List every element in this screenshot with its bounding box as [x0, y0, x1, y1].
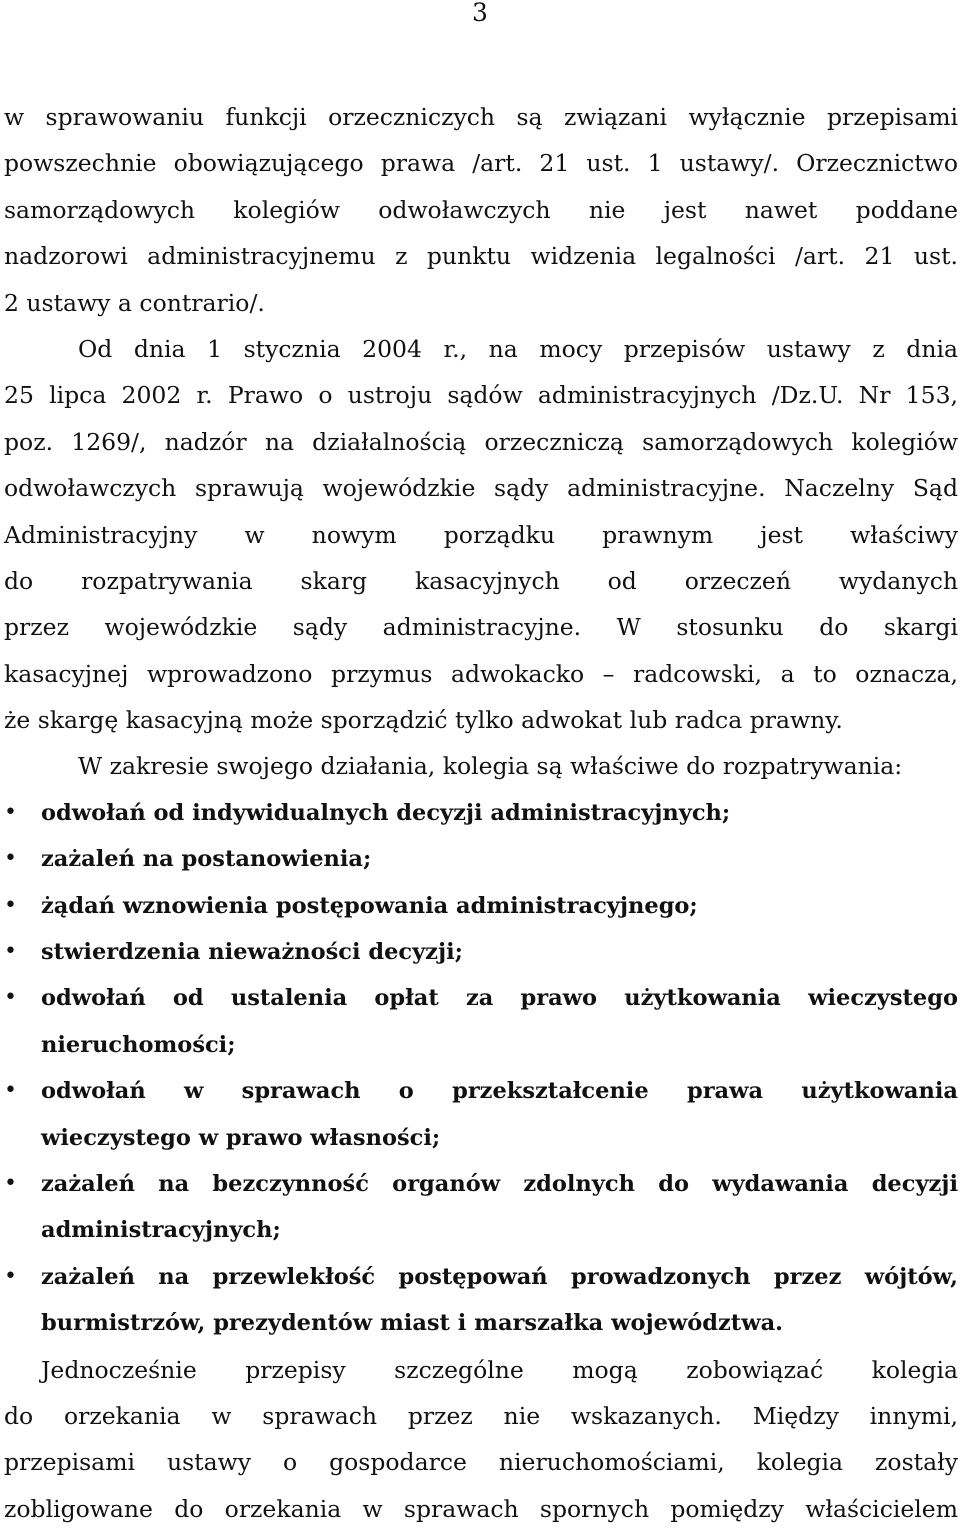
list-item [4, 883, 958, 929]
paragraph-1 [4, 94, 958, 326]
bullet-icon: • [4, 1078, 17, 1104]
text-line: Od dnia 1 stycznia 2004 r., na mocy przepisów ustawy z dnia [78, 334, 958, 363]
text-line: Jednocześnie przepisy szczególne mogą zobowiązać kolegia [41, 1355, 958, 1384]
text-line: do orzekania w sprawach przez nie wskazanych. Między innymi, [4, 1401, 958, 1430]
bullet-icon: • [4, 846, 17, 872]
bullet-icon: • [4, 892, 17, 918]
list-item-text: odwołań od ustalenia opłat za prawo użytkowania wieczystego [41, 985, 958, 1012]
list-item-text: zażaleń na przewlekłość postępowań prowadzonych przez wójtów, [41, 1263, 958, 1290]
list-item [4, 790, 958, 836]
text-line: Administracyjny w nowym porządku prawnym jest właściwy [4, 520, 958, 549]
text-line: poz. 1269/, nadzór na działalnością orzeczniczą samorządowych kolegiów [4, 427, 958, 456]
competence-list [4, 790, 958, 1347]
paragraph-2 [4, 326, 958, 744]
list-item-text: zażaleń na postanowienia; [41, 846, 372, 873]
list-item [4, 1161, 958, 1254]
text-line: do rozpatrywania skarg kasacyjnych od orzeczeń wydanych [4, 566, 958, 595]
page-number: 3 [472, 0, 488, 27]
bullet-icon: • [4, 1263, 17, 1289]
list-item [4, 929, 958, 975]
list-item-text: zażaleń na bezczynność organów zdolnych do wydawania decyzji [41, 1170, 958, 1197]
list-item [4, 836, 958, 882]
text-line: powszechnie obowiązującego prawa /art. 21 ust. 1 ustawy/. Orzecznictwo [4, 149, 958, 178]
bullet-icon: • [4, 985, 17, 1011]
list-item [4, 975, 958, 1068]
bullet-icon: • [4, 939, 17, 965]
list-item [4, 1068, 958, 1161]
text-line: przez wojewódzkie sądy administracyjne. W stosunku do skargi [4, 613, 958, 642]
list-item-text: nieruchomości; [41, 1031, 236, 1058]
text-line: samorządowych kolegiów odwoławczych nie jest nawet poddane [4, 195, 958, 224]
text-line: zobligowane do orzekania w sprawach spornych pomiędzy właścicielem [4, 1494, 958, 1523]
text-line: przepisami ustawy o gospodarce nieruchomościami, kolegia zostały [4, 1448, 958, 1477]
list-item-text: odwołań od indywidualnych decyzji administracyjnych; [41, 799, 731, 826]
bullet-icon: • [4, 799, 17, 825]
text-line: nadzorowi administracyjnemu z punktu widzenia legalności /art. 21 ust. [4, 242, 958, 271]
text-line: 2 ustawy a contrario/. [4, 288, 265, 317]
paragraph-4 [4, 1347, 958, 1533]
text-line: w sprawowaniu funkcji orzeczniczych są związani wyłącznie przepisami [4, 103, 958, 131]
document-body [4, 94, 958, 1532]
bullet-icon: • [4, 1170, 17, 1196]
text-line: kasacyjnej wprowadzono przymus adwokacko – radcowski, a to oznacza, [4, 659, 958, 688]
list-item-text: administracyjnych; [41, 1217, 281, 1244]
list-item-text: żądań wznowienia postępowania administracyjnego; [41, 892, 698, 919]
paragraph-3-intro: W zakresie swojego działania, kolegia są właściwe do rozpatrywania: [78, 752, 903, 781]
text-line: że skargę kasacyjną może sporządzić tylko adwokat lub radca prawny. [4, 706, 843, 735]
list-item-text: stwierdzenia nieważności decyzji; [41, 939, 463, 966]
list-item-text: wieczystego w prawo własności; [41, 1124, 441, 1151]
text-line: 25 lipca 2002 r. Prawo o ustroju sądów administracyjnych /Dz.U. Nr 153, [4, 381, 958, 410]
list-item [4, 1254, 958, 1347]
list-item-text: burmistrzów, prezydentów miast i marszałka województwa. [41, 1310, 783, 1337]
text-line: odwoławczych sprawują wojewódzkie sądy administracyjne. Naczelny Sąd [4, 474, 958, 503]
list-item-text: odwołań w sprawach o przekształcenie prawa użytkowania [41, 1078, 958, 1105]
